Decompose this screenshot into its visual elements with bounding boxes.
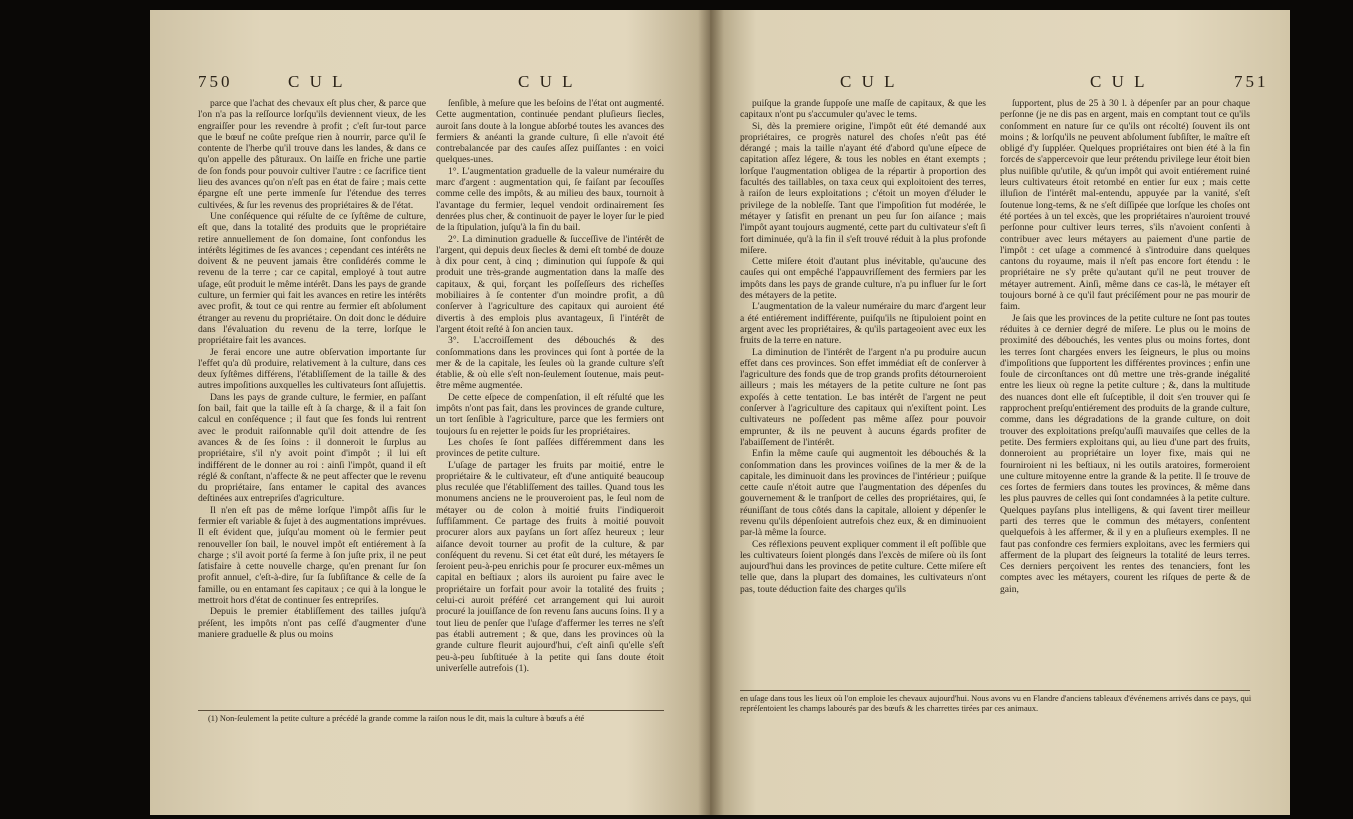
left-page-column-2 [436,98,664,698]
paragraph: 2°. La diminution graduelle & ſucceſſive de l'intérêt de l'argent, qui depuis deux ſiecles & demi eſt tombé de douze à dix pour cent, à cinq ; diminution qui ſuppoſe & qui produit une très-grande augmentation dans la maſſe des capitaux, & qui, forçant les poſſeſſeurs des richeſſes mobiliaires à ſe contenter d'un moindre profit, a dû conſerver à l'agriculture des capitaux qui auroient été divertis à des emplois plus avantageux, ſi l'intérêt de l'argent étoit reſté à ſon ancien taux. [436,233,664,335]
running-head-right-col1: C U L [840,72,898,91]
paragraph: Je ferai encore une autre obſervation importante ſur l'effet qu'a dû produire, relativement à la culture, dans ces deux ſyſtêmes différens, l'établiſſement de la taille & des autres impoſitions auxquelles les cultivateurs ſont aſſujettis. [198,346,426,392]
right-footnote: en uſage dans tous les lieux où l'on emploie les chevaux aujourd'hui. Nous avons vu en Flandre d'anciens tableaux d'événemens arrivés dans ce pays, qui repréſentoient les champs labourés par des bœufs & les charrettes tirées par ces animaux. [740,694,1252,713]
left-footnote: (1) Non-ſeulement la petite culture a précédé la grande comme la raiſon nous le dit, mais la culture à bœufs a été [208,714,585,723]
paragraph: ſupportent, plus de 25 à 30 l. à dépenſer par an pour chaque perſonne (je ne dis pas en argent, mais en comptant tout ce qu'ils conſomment en nature ſur ce qu'ils ont récolté) ſouvent ils ont moins ; & lorſqu'ils ne peuvent abſolument ſubſiſter, le maître eſt obligé d'y ſuppléer. Quelques propriétaires ont bien été à la fin forcés de s'appercevoir que leur prétendu privilege leur étoit bien plus nuiſible qu'utile, & qu'un impôt qui avoit entiérement ruiné leurs cultivateurs étoit retombé en entier ſur eux ; mais cette illuſion de l'intérêt mal-entendu, appuyée par la vanité, s'eſt ſoutenue long-tems, & ne s'eſt diſſipée que lorſque les choſes ont été portées à un tel excès, que les propriétaires n'auroient trouvé perſonne pour cultiver leurs terres, s'ils n'avoient conſenti à contribuer avec leurs métayers au paiement d'une partie de l'impôt : cet uſage a commencé à s'introduire dans quelques cantons du royaume, mais il n'eſt pas encore fort étendu : le propriétaire ne s'y prête qu'autant qu'il ne peut trouver de métayer autrement. Ainſi, même dans ce cas-là, le métayer eſt toujours borné à ce qu'il faut préciſément pour ne pas mourir de faim. [1000,98,1250,313]
running-head-left-col1: C U L [288,72,346,91]
book-spread [150,10,1290,815]
paragraph: Il n'en eſt pas de même lorſque l'impôt aſſis ſur le fermier eſt variable & ſujet à des augmentations imprévues. Il eſt évident que, juſqu'au moment où le fermier peut renouveller ſon bail, le nouvel impôt eſt entiérement à ſa charge ; s'il avoit porté ſa ferme à ſon juſte prix, il ne peut ſatisfaire à cette nouvelle charge, qu'en prenant ſur ſon profit annuel, c'eſt-à-dire, ſur ſa ſubſiſtance & celle de ſa famille, ou en entamant ſes capitaux ; ce qui à la longue le mettroit hors d'état de continuer ſes entrepriſes. [198,504,426,607]
paragraph: Dans les pays de grande culture, le fermier, en paſſant ſon bail, fait que la taille eſt à ſa charge, & il a fait ſon calcul en conſéquence ; il faut que ſes fonds lui rentrent avec le produit raiſonnable qu'il doit attendre de ſes avances & de ſes ſoins : il donneroit le ſurplus au propriétaire, s'il n'y avoit point d'impôt ; il lui eſt indifférent de le donner au roi : ainſi l'impôt, quand il eſt réglé & conſtant, n'affecte & ne peut affecter que le revenu du propriétaire, ſans entamer le capital des avances deſtinées aux entrepriſes d'agriculture. [198,391,426,505]
paragraph: parce que l'achat des chevaux eſt plus cher, & parce que l'on n'a pas la reſſource lorſqu'ils deviennent vieux, de les engraiſſer pour les revendre à profit ; c'eſt ſur-tout parce que le bœuf ne coûte preſque rien à nourrir, parce qu'il ſe contente de l'herbe qu'il trouve dans les landes, & dans ce qu'on appelle des pâturaux. On laiſſe en friche une partie de ſon fonds pour pouvoir cultiver l'autre : ce ſacrifice tient lieu des avances qu'on n'eſt pas en état de faire ; mais cette épargne eſt une perte immenſe ſur l'étendue des terres cultivées, & ſur les revenus des propriétaires & de l'état. [198,98,426,211]
paragraph: Depuis le premier établiſſement des tailles juſqu'à préſent, les impôts n'ont pas ceſſé d'augmenter d'une maniere graduelle & plus ou moins [198,606,426,640]
right-page-column-1 [740,98,986,682]
page-number-right: 751 [1234,72,1269,91]
left-page [150,10,710,815]
paragraph: Si, dès la premiere origine, l'impôt eût été demandé aux propriétaires, ce progrès naturel des choſes n'eût pas été dérangé ; mais la taille n'ayant été d'abord qu'une eſpece de capitation aſſez légere, & tous les nobles en étant exempts ; lorſque l'augmentation obligea de la répartir à proportion des facultés des taillables, on taxa ceux qui exploitoient des terres, à raiſon de leurs exploitations ; c'étoit un moyen d'éluder le privilege de la nobleſſe. Tant que l'impoſition fut modérée, le métayer y ſatisfit en prenant un peu ſur ſon aiſance ; mais l'impôt ayant toujours augmenté, cette part du cultivateur s'eſt ſi fort diminuée, qu'à la fin il s'eſt trouvé réduit à la plus profonde miſere. [740,120,986,256]
paragraph: puiſque la grande ſuppoſe une maſſe de capitaux, & que les capitaux n'ont pu s'accumuler qu'avec le tems. [740,98,986,121]
paragraph: ſenſible, à meſure que les beſoins de l'état ont augmenté. Cette augmentation, continuée pendant pluſieurs ſiecles, auroit ſans doute à la longue abſorbé toutes les avances des fermiers & anéanti la grande culture, ſi elle n'avoit été contrebalancée par des cauſes aſſez puiſſantes : en voici quelques-unes. [436,98,664,166]
paragraph: Une conſéquence qui réſulte de ce ſyſtême de culture, eſt que, dans la totalité des produits que le propriétaire retire annuellement de ſon domaine, ſont confondus les intérêts légitimes de ſes avances ; cependant ces intérêts ne doivent & ne peuvent jamais être conſidérés comme le revenu de la terre ; car ce capital, employé à tout autre uſage, eût produit le même intérêt. Dans les pays de grande culture, un fermier qui fait les avances en retire les intérêts avec profit, & tout ce qui rentre au fermier eſt abſolument étranger au revenu du propriétaire. On doit donc le déduire dans l'évaluation du revenu de la terre, lorſque le propriétaire fait les avances. [198,210,426,347]
right-page [710,10,1290,815]
paragraph: Enfin la même cauſe qui augmentoit les débouchés & la conſommation dans les provinces voiſines de la mer & de la capitale, les diminuoit dans les provinces de l'intérieur ; puiſque cette cauſe n'étoit autre que l'augmentation des dépenſes du gouvernement & le tranſport de celles des propriétaires, qui, ſe réuniſſant de tous côtés dans la capitale, alloient y dépenſer le revenu qu'ils dépenſoient autrefois chez eux, & en diminuoient par-là même la ſource. [740,448,986,539]
running-head-left-col2: C U L [518,72,576,91]
paragraph: 1°. L'augmentation graduelle de la valeur numéraire du marc d'argent : augmentation qui, ſe faiſant par ſecouſſes comme celle des impôts, & au milieu des baux, tournoit à l'avantage du fermier, lequel vendoit ordinairement ſes denrées plus cher, & continuoit de payer le loyer ſur le pied de la ſtipulation, juſqu'à la fin du bail. [436,165,664,234]
paragraph: Ces réflexions peuvent expliquer comment il eſt poſſible que les cultivateurs ſoient plongés dans l'excès de miſere où ils ſont aujourd'hui dans les provinces de petite culture. Cette miſere eſt telle que, dans la plupart des domaines, les cultivateurs n'ont pas, toute déduction faite des charges qu'ils [740,538,986,595]
paragraph: Les choſes ſe ſont paſſées différemment dans les provinces de petite culture. [436,436,664,460]
paragraph: L'uſage de partager les fruits par moitié, entre le propriétaire & le cultivateur, eſt d'une antiquité beaucoup plus reculée que l'établiſſement des tailles. Quand tous les monumens anciens ne le prouveroient pas, le ſeul nom de métayer ou de colon à moitié fruits l'indiqueroit ſuffiſamment. Ce partage des fruits à moitié pouvoit procurer alors aux payſans un ſort aſſez heureux ; leur aiſance devoit tourner au profit de la culture, & par conſéquent du revenu. Si cet état eût duré, les métayers ſe ſeroient peu-à-peu enrichis pour ſe procurer eux-mêmes un capital en beſtiaux ; alors ils auroient pu faire avec le propriétaire un forfait pour avoir la totalité des fruits ; celui-ci auroit préféré cet arrangement qui lui auroit procuré la jouiſſance de ſon revenu ſans aucuns ſoins. Il y a tout lieu de penſer que l'uſage d'affermer les terres ne s'eſt pas établi autrement ; & que, dans les provinces où la grande culture fleurit aujourd'hui, c'eſt ainſi qu'elle s'eſt peu-à-peu ſubſtituée à la petite qui ſans doute étoit univerſelle autrefois (1). [436,459,664,674]
footnote-rule-left [198,710,664,711]
footnote-rule-right [740,690,1250,691]
paragraph: L'augmentation de la valeur numéraire du marc d'argent leur a été entiérement indifférente, puiſqu'ils ne ſtipuloient point en argent avec les propriétaires, & qu'ils partageoient avec eux les fruits de la terre en nature. [740,301,986,347]
paragraph: De cette eſpece de compenſation, il eſt réſulté que les impôts n'ont pas fait, dans les provinces de grande culture, un tort ſenſible à l'agriculture, parce que les fermiers ont toujours ſu en rejetter le poids ſur les propriétaires. [436,391,664,437]
running-head-right-col2: C U L [1090,72,1148,91]
paragraph: Cette miſere étoit d'autant plus inévitable, qu'aucune des cauſes qui ont empêché l'appauvriſſement des fermiers par les impôts dans les pays de grande culture, n'a pu influer ſur le ſort des métayers de la petite. [740,256,986,302]
page-number-left: 750 [198,72,233,91]
right-page-column-2 [1000,98,1250,682]
paragraph: Je ſais que les provinces de la petite culture ne ſont pas toutes réduites à ce dernier degré de miſere. Le plus ou le moins de proximité des débouchés, les ventes plus ou moins fortes, dont les terres ſont chargées envers les ſeigneurs, le plus ou moins d'impoſitions que ſupportent les différentes provinces ; enfin une foule de circonſtances ont dû mettre une très-grande inégalité entre les lieux où regne la petite culture ; &, dans la multitude des nuances dont elle eſt ſuſceptible, il doit s'en trouver qui ſe rapprochent preſqu'entiérement des produits de la grande culture, comme, dans les dégradations de la grande culture, on doit trouver des exploitations preſqu'auſſi mauvaiſes que celles de la petite. Des fermiers exploitans qui, au lieu d'une part des fruits, donneroient au propriétaire un loyer fixe, mais qui ne fourniroient ni les beſtiaux, ni les outils aratoires, formeroient une culture mitoyenne entre la grande & la petite. Il ſe trouve de ces ſortes de fermiers dans toutes les provinces, & même dans les plus pauvres de celles qui ſont condamnées à la petite culture. Quelques payſans plus intelligens, & qui ſavent tirer meilleur parti des terres que le commun des métayers, conſentent quelquefois à les affermer, & il y en a pluſieurs exemples. Il ne faut pas confondre ces fermiers exploitans, avec les fermiers qui afferment de la plupart des ſeigneurs la totalité de leurs terres. Ces derniers perçoivent les rentes des tenanciers, font les comptes avec les métayers, courent les riſques de perte & de gain, [1000,312,1250,595]
paragraph: 3°. L'accroiſſement des débouchés & des conſommations dans les provinces qui ſont à portée de la mer & de la capitale, les ſeules où la grande culture s'eſt établie, & où elle s'eſt non-ſeulement ſoutenue, mais peut-être même augmentée. [436,335,664,392]
paragraph: La diminution de l'intérêt de l'argent n'a pu produire aucun effet dans ces provinces. Son effet immédiat eſt de conſerver à l'agriculture des fonds que de trop grands profits détourneroient ailleurs ; mais les métayers de la petite culture ne ſont pas expoſés à cette tentation. Le bas intérêt de l'argent ne peut conſerver à l'agriculture des capitaux qui n'exiſtent point. Les cultivateurs ne poſſedent pas même aſſez pour pouvoir emprunter, & ils ne peuvent à aucuns égards profiter de l'abaiſſement de l'intérêt. [740,346,986,448]
left-page-column-1 [198,98,426,698]
